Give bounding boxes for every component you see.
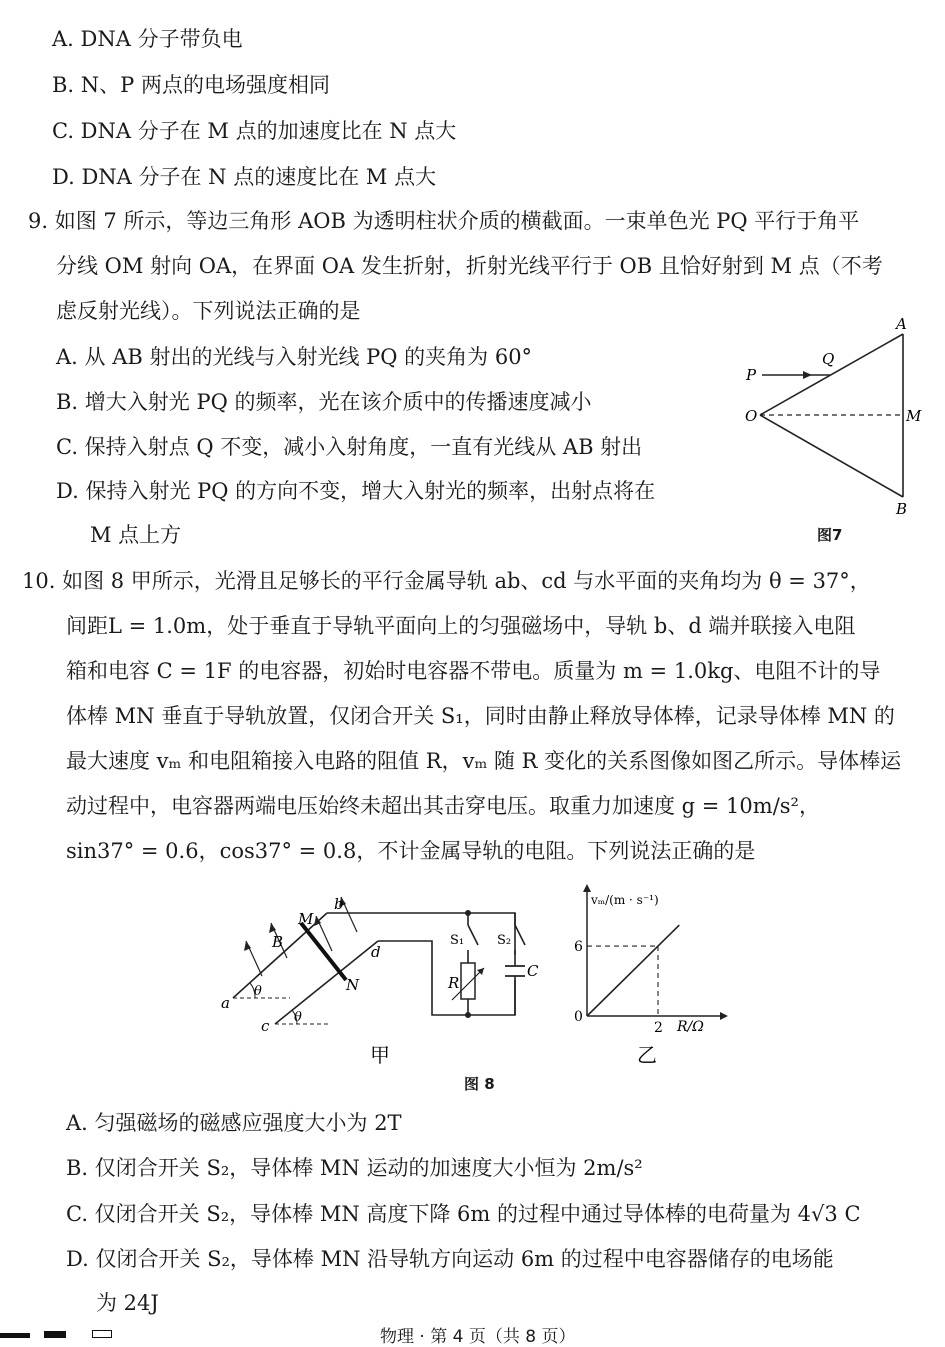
- label-rail-d: d: [371, 943, 381, 961]
- label-theta-2: θ: [294, 1010, 302, 1025]
- label-m: M: [906, 407, 922, 425]
- label-n: N: [346, 976, 360, 994]
- q9-option-d-cont: M 点上方: [90, 523, 182, 547]
- caption-jia: 甲: [370, 1043, 390, 1067]
- q10-stem-line-1: 10. 如图 8 甲所示，光滑且足够长的平行金属导轨 ab、cd 与水平面的夹角均为 θ = 37°，: [22, 569, 871, 593]
- q10-option-a: A. 匀强磁场的磁感应强度大小为 2T: [66, 1111, 402, 1135]
- graph-origin: 0: [574, 1009, 583, 1025]
- footer-mark-3: [92, 1330, 112, 1338]
- q9-option-d: D. 保持入射光 PQ 的方向不变，增大入射光的频率，出射点将在: [56, 479, 656, 503]
- label-a: A: [896, 315, 907, 333]
- figure-8-caption: 图 8: [464, 1075, 495, 1093]
- q10-stem-line-4: 体棒 MN 垂直于导轨放置，仅闭合开关 S₁，同时由静止释放导体棒，记录导体棒 MN 的: [66, 704, 895, 728]
- q9-stem-line-2: 分线 OM 射向 OA，在界面 OA 发生折射，折射光线平行于 OB 且恰好射到 M 点（不考: [56, 254, 883, 278]
- footer-mark-2: [44, 1331, 66, 1338]
- figure-7-caption: 图7: [817, 526, 843, 544]
- q10-option-d: D. 仅闭合开关 S₂，导体棒 MN 沿导轨方向运动 6m 的过程中电容器储存的电场能: [66, 1247, 834, 1271]
- y-axis-arrow-icon: [583, 884, 591, 892]
- graph-xlabel: R/Ω: [677, 1019, 704, 1035]
- label-q: Q: [822, 350, 835, 368]
- label-s1: S₁: [450, 933, 465, 948]
- label-m: M: [298, 910, 314, 928]
- graph-ylabel: vₘ/(m · s⁻¹): [591, 893, 659, 907]
- page-footer: 物理 · 第 4 页（共 8 页）: [380, 1327, 576, 1347]
- q10-option-b: B. 仅闭合开关 S₂，导体棒 MN 运动的加速度大小恒为 2m/s²: [66, 1156, 643, 1180]
- label-rail-a: a: [221, 994, 230, 1012]
- q9-option-c: C. 保持入射点 Q 不变，减小入射角度，一直有光线从 AB 射出: [56, 435, 643, 459]
- caption-yi: 乙: [637, 1043, 657, 1067]
- label-r: R: [448, 974, 460, 992]
- q10-option-c: C. 仅闭合开关 S₂，导体棒 MN 高度下降 6m 的过程中通过导体棒的电荷量为 4√3 C: [66, 1202, 861, 1226]
- graph-ytick-6: 6: [574, 939, 583, 956]
- q10-stem-line-7: sin37° = 0.6，cos37° = 0.8，不计金属导轨的电阻。下列说法正确的是: [66, 839, 756, 863]
- x-axis-arrow-icon: [720, 1012, 728, 1020]
- q10-stem-line-5: 最大速度 vₘ 和电阻箱接入电路的阻值 R，vₘ 随 R 变化的关系图像如图乙所示。导体棒运: [66, 749, 902, 773]
- q9-option-a: A. 从 AB 射出的光线与入射光线 PQ 的夹角为 60°: [56, 345, 533, 369]
- label-o: O: [745, 407, 758, 425]
- q8-option-d: D. DNA 分子在 N 点的速度比在 M 点大: [52, 165, 437, 189]
- q10-stem-line-6: 动过程中，电容器两端电压始终未超出其击穿电压。取重力加速度 g = 10m/s²，: [66, 794, 820, 818]
- graph-xtick-2: 2: [654, 1020, 663, 1036]
- q9-stem-line-1: 9. 如图 7 所示，等边三角形 AOB 为透明柱状介质的横截面。一束单色光 PQ 平行于角平: [28, 209, 860, 233]
- q10-option-d-cont: 为 24J: [96, 1291, 159, 1315]
- footer-mark-1: [0, 1333, 30, 1338]
- q10-stem-line-2: 间距L = 1.0m，处于垂直于导轨平面向上的匀强磁场中，导轨 b、d 端并联接入电阻: [66, 614, 856, 638]
- label-field-b: B: [272, 933, 284, 951]
- label-s2: S₂: [497, 933, 512, 948]
- label-p: P: [746, 366, 757, 384]
- q8-option-a: A. DNA 分子带负电: [52, 27, 243, 51]
- label-rail-c: c: [261, 1017, 270, 1035]
- label-b: B: [896, 500, 908, 518]
- q8-option-b: B. N、P 两点的电场强度相同: [52, 73, 330, 97]
- label-theta-1: θ: [254, 984, 262, 999]
- series-line: [587, 925, 679, 1016]
- label-c: C: [527, 962, 539, 980]
- q8-option-c: C. DNA 分子在 M 点的加速度比在 N 点大: [52, 119, 457, 143]
- q10-stem-line-3: 箱和电容 C = 1F 的电容器，初始时电容器不带电。质量为 m = 1.0kg、电阻不计的导: [66, 659, 881, 683]
- q9-option-b: B. 增大入射光 PQ 的频率，光在该介质中的传播速度减小: [56, 390, 592, 414]
- label-rail-b: b: [334, 895, 344, 913]
- q9-stem-line-3: 虑反射光线）。下列说法正确的是: [56, 299, 361, 323]
